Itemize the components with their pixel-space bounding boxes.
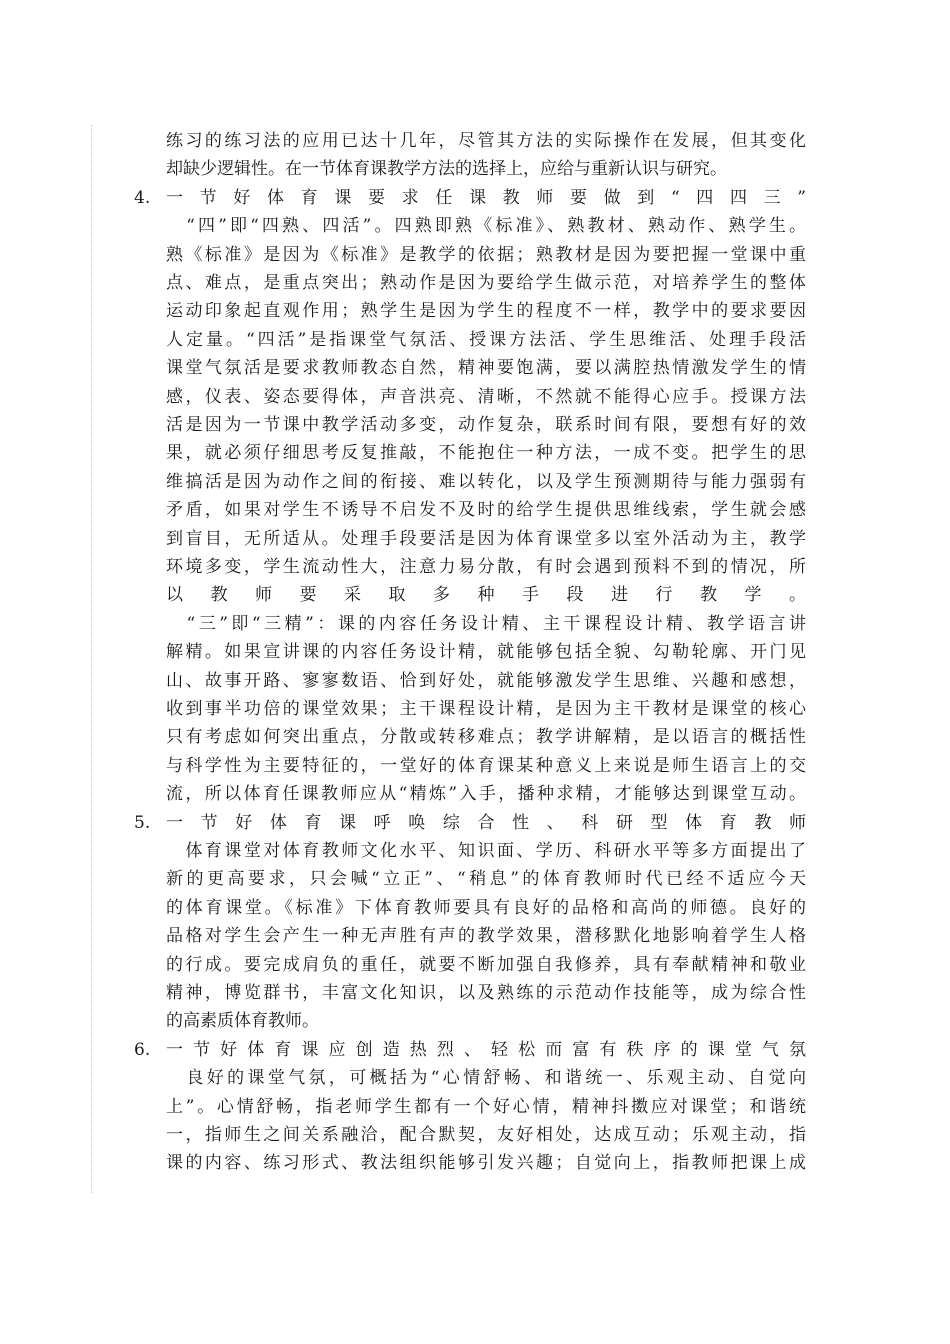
text-line: 流，所以体育任课教师应从“精炼”入手，播种求精，才能够达到课堂互动。 (166, 784, 806, 804)
text-line: 点、难点，是重点突出；熟动作是因为要给学生做示范，对培养学生的整体 (166, 273, 806, 293)
list-number: 6. (134, 1040, 151, 1060)
list-number: 4. (134, 188, 151, 208)
text-line: 维搞活是因为动作之间的衔接、难以转化，以及学生预测期待与能力强弱有 (166, 472, 806, 492)
text-line: 解精。如果宣讲课的内容任务设计精，就能够包括全貌、勾勒轮廓、开门见 (166, 642, 806, 662)
text-line: 课的内容、练习形式、教法组织能够引发兴趣；自觉向上，指教师把课上成 (166, 1153, 806, 1173)
text-line: 一，指师生之间关系融洽，配合默契，友好相处，达成互动；乐观主动，指 (166, 1125, 806, 1145)
text-line: 人定量。“四活”是指课堂气氛活、授课方法活、学生思维活、处理手段活 (166, 330, 806, 350)
text-line: 的高素质体育教师。 (166, 1011, 319, 1031)
text-line: 运动印象起直观作用；熟学生是因为学生的程度不一样，教学中的要求要因 (166, 301, 806, 321)
text-line: 果，就必须仔细思考反复推敲，不能抱住一种方法，一成不变。把学生的思 (166, 443, 806, 463)
text-line: 收到事半功倍的课堂效果；主干课程设计精，是因为主干教材是课堂的核心 (166, 699, 806, 719)
list-number: 5. (134, 813, 151, 833)
text-line: 山、故事开路、寥寥数语、恰到好处，就能够激发学生思维、兴趣和感想， (166, 671, 806, 691)
text-line: “三”即“三精”：课的内容任务设计精、主干课程设计精、教学语言讲 (166, 614, 806, 634)
section-heading: 一节好体育课呼唤综合性、科研型体育教师 (166, 813, 806, 833)
section-heading: 一节好体育课要求任课教师要做到“四四三” (166, 188, 806, 208)
text-line: 熟《标准》是因为《标准》是教学的依据；熟教材是因为要把握一堂课中重 (166, 245, 806, 265)
text-line: 品格对学生会产生一种无声胜有声的教学效果，潜移默化地影响着学生人格 (166, 926, 806, 946)
text-line: 环境多变，学生流动性大，注意力易分散，有时会遇到预料不到的情况，所 (166, 557, 806, 577)
text-line: 上”。心情舒畅，指老师学生都有一个好心情，精神抖擞应对课堂；和谐统 (166, 1097, 806, 1117)
text-line: 精神，博览群书，丰富文化知识，以及熟练的示范动作技能等，成为综合性 (166, 983, 806, 1003)
text-line: 却缺少逻辑性。在一节体育课教学方法的选择上，应给与重新认识与研究。 (166, 159, 727, 179)
text-line: 与科学性为主要特征的，一堂好的体育课某种意义上来说是师生语言上的交 (166, 756, 806, 776)
text-line: 只有考虑如何突出重点，分散或转移难点；教学讲解精，是以语言的概括性 (166, 727, 806, 747)
text-line: 课堂气氛活是要求教师教态自然，精神要饱满，要以满腔热情激发学生的情 (166, 358, 806, 378)
text-line: 体育课堂对体育教师文化水平、知识面、学历、科研水平等多方面提出了 (166, 841, 806, 861)
text-line: 的体育课堂。《标准》下体育教师要具有良好的品格和高尚的师德。良好的 (166, 898, 806, 918)
text-line: 良好的课堂气氛，可概括为“心情舒畅、和谐统一、乐观主动、自觉向 (166, 1068, 806, 1088)
text-line: “四”即“四熟、四活”。四熟即熟《标准》、熟教材、熟动作、熟学生。 (166, 216, 806, 236)
text-line: 练习的练习法的应用已达十几年，尽管其方法的实际操作在发展，但其变化 (166, 131, 806, 151)
text-line: 活是因为一节课中教学活动多变，动作复杂，联系时间有限，要想有好的效 (166, 415, 806, 435)
text-line: 矛盾，如果对学生不诱导不启发不及时的给学生提供思维线索，学生就会感 (166, 500, 806, 520)
text-line: 到盲目，无所适从。处理手段要活是因为体育课堂多以室外活动为主，教学 (166, 529, 806, 549)
text-line: 新的更高要求，只会喊“立正”、“稍息”的体育教师时代已经不适应今天 (166, 869, 806, 889)
text-line: 以教师要采取多种手段进行教学。 (166, 585, 806, 605)
text-line: 的行成。要完成肩负的重任，就要不断加强自我修养，具有奉献精神和敬业 (166, 955, 806, 975)
section-heading: 一节好体育课应创造热烈、轻松而富有秩序的课堂气氛 (166, 1040, 806, 1060)
text-line: 感，仪表、姿态要得体，声音洪亮、清晰，不然就不能得心应手。授课方法 (166, 387, 806, 407)
